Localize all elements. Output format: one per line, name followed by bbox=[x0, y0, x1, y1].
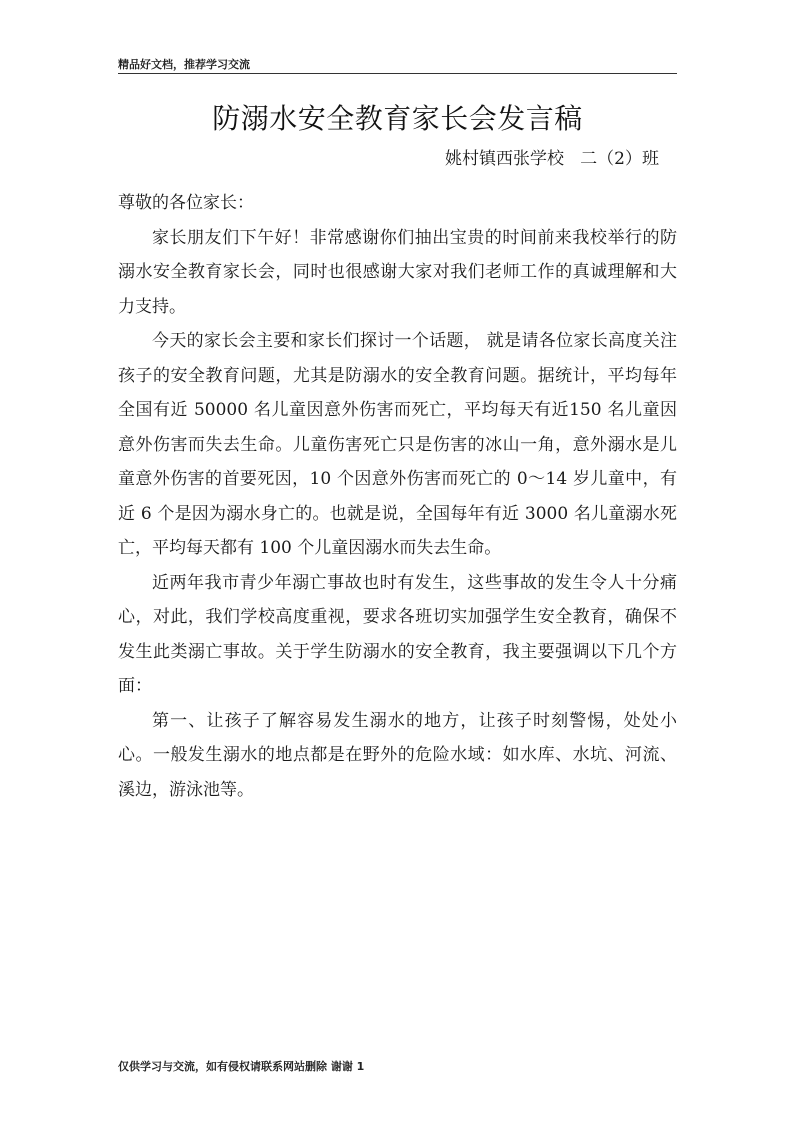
document-title: 防溺水安全教育家长会发言稿 bbox=[212, 102, 583, 135]
document-byline: 姚村镇西张学校 二（2）班 bbox=[444, 149, 659, 169]
footer-note: 仅供学习与交流，如有侵权请联系网站删除 谢谢 1 bbox=[118, 1060, 365, 1073]
paragraph-statistics: 今天的家长会主要和家长们探讨一个话题， 就是请各位家长高度关注孩子的安全教育问题，尤其是防溺水的安全教育问题。据统计，平均每年全国有近 50000 名儿童因意外伤害而死亡，平均每天有近150 名儿童因意外伤害而失去生命。儿童伤害死亡只是伤害的冰山一角，意外溺水是儿童意外伤害的首要死因，10 个因意外伤害而死亡的 0～14 岁儿童中，有近 6 个是因为溺水身亡的。也就是说，全国每年有近 3000 名儿童溺水死亡，平均每天都有 100 个儿童因溺水而失去生命。 bbox=[118, 331, 677, 558]
paragraph-school-response: 近两年我市青少年溺亡事故也时有发生，这些事故的发生令人十分痛心，对此，我们学校高度重视，要求各班切实加强学生安全教育，确保不发生此类溺亡事故。关于学生防溺水的安全教育，我主要强调以下几个方面： bbox=[118, 572, 677, 696]
paragraph-point-one: 第一、让孩子了解容易发生溺水的地方，让孩子时刻警惕，处处小心。一般发生溺水的地点都是在野外的危险水域：如水库、水坑、河流、溪边，游泳池等。 bbox=[118, 710, 677, 800]
header-note: 精品好文档，推荐学习交流 bbox=[118, 58, 250, 71]
document-body bbox=[118, 186, 677, 807]
header-divider bbox=[118, 73, 677, 74]
salutation: 尊敬的各位家长： bbox=[118, 193, 254, 213]
paragraph-greeting: 家长朋友们下午好！非常感谢你们抽出宝贵的时间前来我校举行的防溺水安全教育家长会，同时也很感谢大家对我们老师工作的真诚理解和大力支持。 bbox=[118, 227, 677, 317]
